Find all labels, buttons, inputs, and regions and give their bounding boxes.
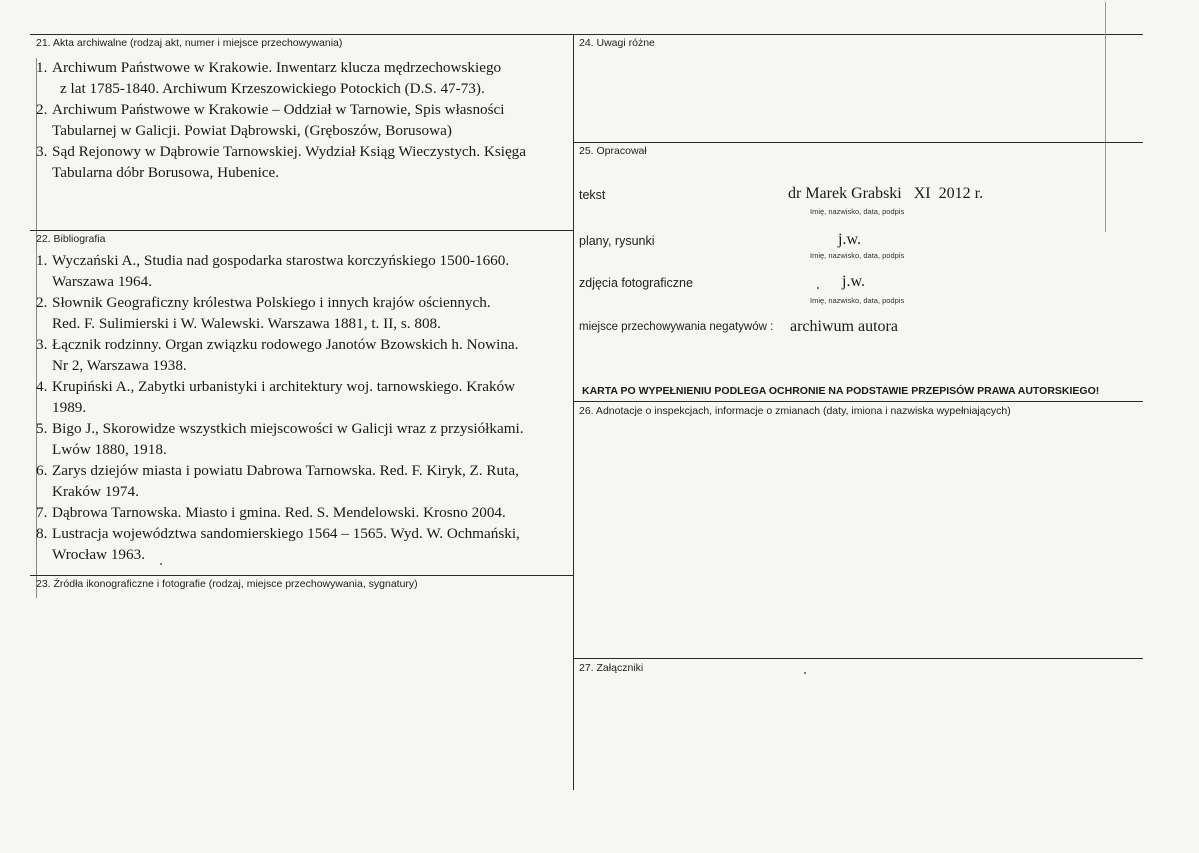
list-item: 6. Zarys dziejów miasta i powiatu Dabrowa Tarnowska. Red. F. Kiryk, Z. Ruta, Kraków 1974.: [36, 462, 519, 500]
list-item: 5. Bigo J., Skorowidze wszystkich miejscowości w Galicji wraz z przysiółkami. Lwów 1880, 1918.: [36, 420, 524, 458]
photos-author-caption: Imię, nazwisko, data, podpis: [810, 296, 905, 305]
section-25-bottom-rule: [573, 401, 1143, 402]
list-item: 2. Archiwum Państwowe w Krakowie – Oddział w Tarnowie, Spis własności Tabularnej w Galicji. Powiat Dąbrowski, (Gręboszów, Borusowa): [36, 101, 505, 139]
section-25-header: 25. Opracował: [579, 145, 647, 157]
right-edge-rule: [1105, 2, 1106, 232]
section-22-list: [36, 250, 566, 565]
section-27-header: 27. Załączniki: [579, 662, 644, 674]
text-author-label: tekst: [579, 188, 606, 202]
negatives-location-label: miejsce przechowywania negatywów :: [579, 321, 774, 333]
list-item: 2. Słownik Geograficzny królestwa Polskiego i innych krajów ościennych. Red. F. Sulimierski i W. Walewski. Warszawa 1881, t. II, s. 808.: [36, 294, 491, 332]
copyright-notice: KARTA PO WYPEŁNIENIU PODLEGA OCHRONIE NA PODSTAWIE PRZEPISÓW PRAWA AUTORSKIEGO!: [582, 385, 1100, 397]
section-26-header: 26. Adnotacje o inspekcjach, informacje o zmianach (daty, imiona i nazwiska wypełniających): [579, 405, 1011, 417]
section-26-bottom-rule: [573, 658, 1143, 659]
list-item: 3. Łącznik rodzinny. Organ związku rodowego Janotów Bzowskich h. Nowina. Nr 2, Warszawa 1938.: [36, 336, 519, 374]
plans-author-value: j.w.: [838, 231, 861, 248]
section-21-list: [36, 57, 566, 183]
scan-speck: [160, 563, 162, 565]
section-24-bottom-rule: [573, 142, 1143, 143]
list-item: 8. Lustracja województwa sandomierskiego 1564 – 1565. Wyd. W. Ochmański, Wrocław 1963.: [36, 525, 520, 563]
section-21-bottom-rule: [30, 230, 573, 231]
section-23-header: 23. Źródła ikonograficzne i fotografie (rodzaj, miejsce przechowywania, sygnatury): [36, 578, 418, 590]
section-22-bottom-rule: [30, 575, 573, 576]
photos-author-label: zdjęcia fotograficzne: [579, 276, 693, 290]
text-author-value: dr Marek Grabski XI 2012 r.: [788, 185, 984, 202]
list-item: 4. Krupiński A., Zabytki urbanistyki i architektury woj. tarnowskiego. Kraków 1989.: [36, 378, 516, 416]
plans-author-label: plany, rysunki: [579, 234, 655, 248]
section-24-header: 24. Uwagi różne: [579, 37, 655, 49]
text-author-caption: Imię, nazwisko, data, podpis: [810, 207, 905, 216]
photos-author-value: j.w.: [842, 273, 865, 290]
center-divider: [573, 34, 574, 790]
list-item: 3. Sąd Rejonowy w Dąbrowie Tarnowskiej. Wydział Ksiąg Wieczystych. Księga Tabularna dóbr Borusowa, Hubenice.: [36, 143, 527, 181]
list-item: 1. Wyczański A., Studia nad gospodarka starostwa korczyńskiego 1500-1660. Warszawa 1964.: [36, 252, 510, 290]
top-rule: [30, 34, 1143, 35]
list-item: 7. Dąbrowa Tarnowska. Miasto i gmina. Red. S. Mendelowski. Krosno 2004.: [36, 504, 506, 521]
list-item: 1. Archiwum Państwowe w Krakowie. Inwentarz klucza mędrzechowskiego z lat 1785-1840. Archiwum Krzeszowickiego Potockich (D.S. 47-73).: [36, 59, 502, 97]
scan-speck: [817, 287, 819, 289]
scan-speck: [804, 672, 806, 674]
section-22-header: 22. Bibliografia: [36, 233, 106, 245]
plans-author-caption: Imię, nazwisko, data, podpis: [810, 251, 905, 260]
section-21-header: 21. Akta archiwalne (rodzaj akt, numer i miejsce przechowywania): [36, 37, 343, 49]
negatives-location-value: archiwum autora: [790, 318, 898, 335]
